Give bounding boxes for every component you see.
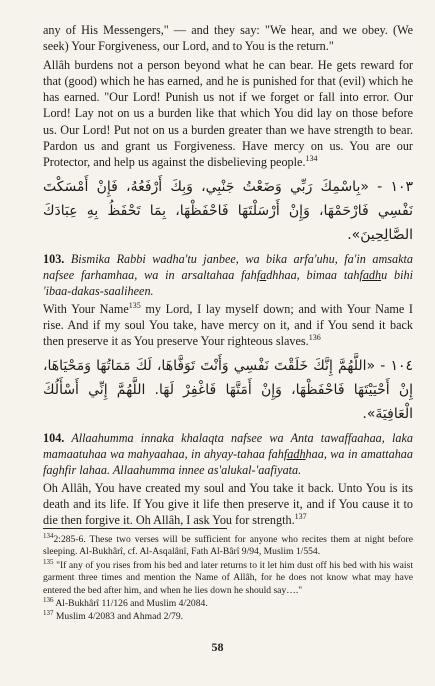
transliteration-103 bbox=[43, 251, 413, 299]
footnote-135 bbox=[43, 557, 413, 597]
footnote-text: "If any of you rises from his bed and later returns to it let him dust off his bed with his waist garment three times and mention the Name of Allâh, for he does not know what may have entered the bed after him, and when he lies down he should say…." bbox=[43, 560, 413, 596]
transliteration-text: u bihi 'ibaa-dakas-saaliheen. bbox=[43, 267, 413, 298]
transliteration-underline: fadh bbox=[283, 446, 306, 461]
footnote-number: 136 bbox=[43, 595, 54, 604]
footnote-136 bbox=[43, 595, 413, 610]
translation-text: With Your Name bbox=[43, 301, 129, 316]
footnote-ref-135: 135 bbox=[128, 300, 141, 310]
footnote-134 bbox=[43, 531, 413, 559]
transliteration-104 bbox=[43, 430, 413, 478]
footnote-ref-134: 134 bbox=[305, 154, 318, 164]
footnote-number: 135 bbox=[43, 557, 54, 566]
footnote-text: 2:285-6. These two verses will be sufficient for anyone who recites them at night before sleeping. Al-Bukhârî, cf. Al-Asqalânî, Fath Al-Bârî 9/94, Muslim 1/554. bbox=[43, 534, 413, 558]
verse-continuation: any of His Messengers," — and they say: "We hear, and we obey. (We seek) Your Forgiveness, our Lord, and to You is the return." bbox=[43, 23, 413, 54]
transliteration-text: Bismika Rabbi wadha'tu janbee, wa bika arfa'uhu, fa'in amsakta nafsee farhamhaa, wa in arsaltahaa fah bbox=[43, 251, 413, 282]
footnote-137 bbox=[43, 608, 413, 623]
page-number: 58 bbox=[211, 640, 224, 654]
footnote-number: 134 bbox=[43, 531, 54, 540]
footnote-number: 137 bbox=[43, 608, 54, 617]
footnote-text: Al-Bukhârî 11/126 and Muslim 4/2084. bbox=[55, 598, 208, 609]
main-text bbox=[43, 22, 413, 528]
transliteration-text: dhhaa, bimaa tah bbox=[266, 267, 360, 282]
transliteration-text: haa, wa in amattahaa faghfir lahaa. Allaahumma innee as'alukal-'aafiyata. bbox=[43, 446, 413, 477]
transliteration-underline: fa bbox=[256, 267, 267, 282]
arabic-supplication-104: ١٠٤ - «اللَّهُمَّ إِنَّكَ خَلَقْتَ نَفْسِي وَأَنْتَ تَوَفَّاهَا، لَكَ مَمَاتُهَا وَمَحْيَاهَا، إِنْ أَحْيَيْتَهَا فَاحْفَظْهَا، وَإِنْ أَمَتَّهَا فَاغْفِرْ لَهَا. اللَّهُمَّ إِنِّي أَسْأَلُكَ الْعَافِيَةَ». bbox=[43, 357, 413, 422]
entry-number-104: 104. bbox=[43, 430, 65, 445]
entry-number-103: 103. bbox=[43, 251, 65, 266]
footnote-text: Muslim 4/2083 and Ahmad 2/79. bbox=[55, 611, 184, 622]
footnote-ref-137: 137 bbox=[294, 512, 307, 522]
translation-text: Oh Allâh, You have created my soul and You take it back. Unto You is its death and its life. If You give it life then preserve it, and if You cause it to die then forgive it. Oh Allâh, I ask You for strength. bbox=[43, 480, 413, 528]
verse-paragraph bbox=[43, 57, 413, 171]
translation-104 bbox=[43, 480, 413, 529]
verse-text: Allâh burdens not a person beyond what he can bear. He gets reward for that (good) which he has earned, and he is punished for that (evil) which he has earned. "Our Lord! Punish us not if we forget or fall into error. Our Lord! Lay not on us a burden like that which You did lay on those before us. Our Lord! Put not on us a burden greater than we have strength to bear. Pardon us and grant us Forgiveness. Have mercy on us. You are our Protector, and help us against the disbelieving people. bbox=[43, 57, 413, 170]
arabic-supplication-103: ١٠٣ - «بِاسْمِكَ رَبِّي وَضَعْتُ جَنْبِي، وَبِكَ أَرْفَعُهُ، فَإِنْ أَمْسَكْتَ نَفْسِي فَارْحَمْهَا، وَإِنْ أَرْسَلْتَهَا فَاحْفَظْهَا، بِمَا تَحْفَظُ بِهِ عِبَادَكَ الصَّالِحِينَ». bbox=[43, 178, 413, 243]
transliteration-text: Allaahumma innaka khalaqta nafsee wa Anta tawaffaahaa, laka mamaatuhaa wa mahyaahaa, in ahyay-tahaa fah bbox=[43, 430, 413, 461]
transliteration-underline: fadh bbox=[359, 267, 382, 282]
footnote-divider bbox=[43, 528, 227, 529]
footnote-ref-136: 136 bbox=[308, 333, 321, 343]
translation-text: my Lord, I lay myself down; and with Your Name I rise. And if my soul You take, have mercy on it, and if You send it back then preserve it as You preserve Your righteous slaves. bbox=[43, 301, 413, 349]
translation-103 bbox=[43, 301, 413, 350]
